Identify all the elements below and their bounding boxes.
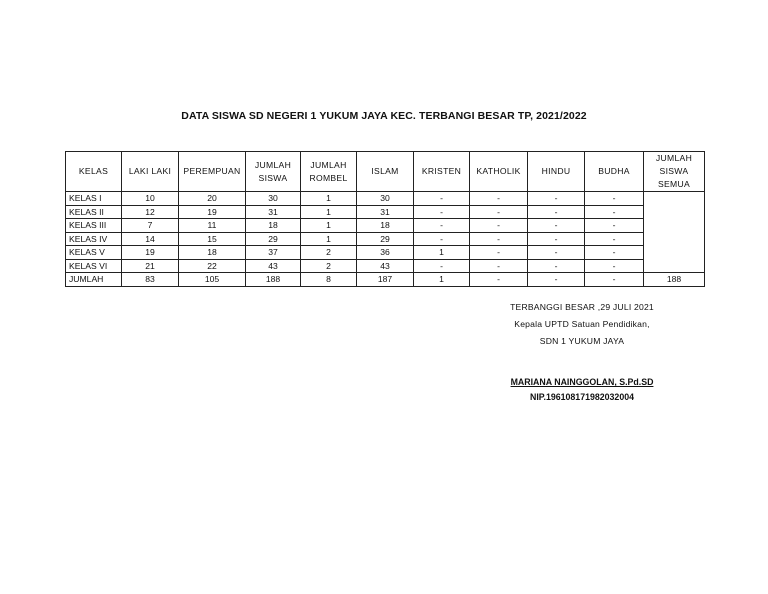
table-cell: 188 [644,273,705,287]
signatory-nip: NIP.196108171982032004 [529,392,635,402]
table-cell: - [585,192,644,206]
table-cell: - [470,246,528,260]
table-cell: - [585,219,644,233]
header-cell: KRISTEN [414,152,470,192]
table-cell: - [528,246,585,260]
table-cell: 1 [301,205,357,219]
table-cell: - [470,273,528,287]
table-cell: - [414,219,470,233]
table-cell: 22 [179,259,246,273]
table-cell: 36 [357,246,414,260]
table-cell: KELAS IV [66,232,122,246]
student-data-table [65,151,705,287]
table-cell: 19 [122,246,179,260]
table-row [66,205,705,219]
table-cell: 2 [301,246,357,260]
table-cell: 1 [301,192,357,206]
table-cell: 29 [246,232,301,246]
table-cell: - [470,192,528,206]
signatory-name: MARIANA NAINGGOLAN, S.Pd.SD [510,377,654,387]
table-cell: 43 [357,259,414,273]
table-cell: 1 [414,246,470,260]
signature-position: Kepala UPTD Satuan Pendidikan, [514,319,650,329]
table-row [66,219,705,233]
table-cell: 15 [179,232,246,246]
header-cell: KATHOLIK [470,152,528,192]
header-cell: HINDU [528,152,585,192]
table-cell: 1 [301,219,357,233]
signatory [492,375,672,405]
table-cell: 43 [246,259,301,273]
table-cell: 83 [122,273,179,287]
header-cell: JUMLAH SISWA SEMUA [644,152,705,192]
table-cell: - [414,192,470,206]
table-cell: - [470,219,528,233]
table-header-row [66,152,705,192]
table-cell: 187 [357,273,414,287]
table-cell: 31 [246,205,301,219]
header-cell: JUMLAH SISWA [246,152,301,192]
table-cell: KELAS V [66,246,122,260]
table-cell: 31 [357,205,414,219]
table-cell: 18 [357,219,414,233]
table-cell: 20 [179,192,246,206]
table-cell: KELAS II [66,205,122,219]
table-row [66,259,705,273]
table-cell: - [414,205,470,219]
header-cell: JUMLAH ROMBEL [301,152,357,192]
table-cell: 2 [301,259,357,273]
table-cell: - [470,259,528,273]
table-cell: 30 [246,192,301,206]
table-cell: 105 [179,273,246,287]
table-cell: 21 [122,259,179,273]
header-cell: ISLAM [357,152,414,192]
table-cell: KELAS III [66,219,122,233]
table-cell: 8 [301,273,357,287]
table-cell: - [585,205,644,219]
table-row [66,192,705,206]
table-cell: 1 [301,232,357,246]
table-cell: 19 [179,205,246,219]
table-cell: 37 [246,246,301,260]
table-cell: - [585,259,644,273]
header-cell: LAKI LAKI [122,152,179,192]
signature-block [492,299,672,350]
table-cell: - [528,192,585,206]
table-cell: - [528,232,585,246]
table-cell: 1 [414,273,470,287]
table-cell: KELAS I [66,192,122,206]
table-cell: 11 [179,219,246,233]
header-cell: KELAS [66,152,122,192]
table-cell: - [414,259,470,273]
table-cell: 10 [122,192,179,206]
table-cell: 18 [246,219,301,233]
table-cell: 12 [122,205,179,219]
merged-total-column-cell [644,192,705,273]
table-cell: - [470,205,528,219]
table-cell: - [528,219,585,233]
table-cell: - [470,232,528,246]
table-cell: - [585,232,644,246]
table-cell: - [528,205,585,219]
table-row [66,246,705,260]
table-cell: - [414,232,470,246]
table-cell: 14 [122,232,179,246]
table-cell: - [585,273,644,287]
table-cell: KELAS VI [66,259,122,273]
table-cell: 188 [246,273,301,287]
table-cell: JUMLAH [66,273,122,287]
table-cell: 29 [357,232,414,246]
table-row [66,232,705,246]
signature-institution: SDN 1 YUKUM JAYA [539,336,625,346]
table-total-row [66,273,705,287]
table-cell: - [585,246,644,260]
table-cell: - [528,273,585,287]
signature-place-date: TERBANGGI BESAR ,29 JULI 2021 [510,302,654,312]
header-cell: BUDHA [585,152,644,192]
header-cell: PEREMPUAN [179,152,246,192]
document-title: DATA SISWA SD NEGERI 1 YUKUM JAYA KEC. TERBANGI BESAR TP, 2021/2022 [181,110,587,122]
table-cell: 18 [179,246,246,260]
table-cell: 30 [357,192,414,206]
table-cell: - [528,259,585,273]
table-cell: 7 [122,219,179,233]
